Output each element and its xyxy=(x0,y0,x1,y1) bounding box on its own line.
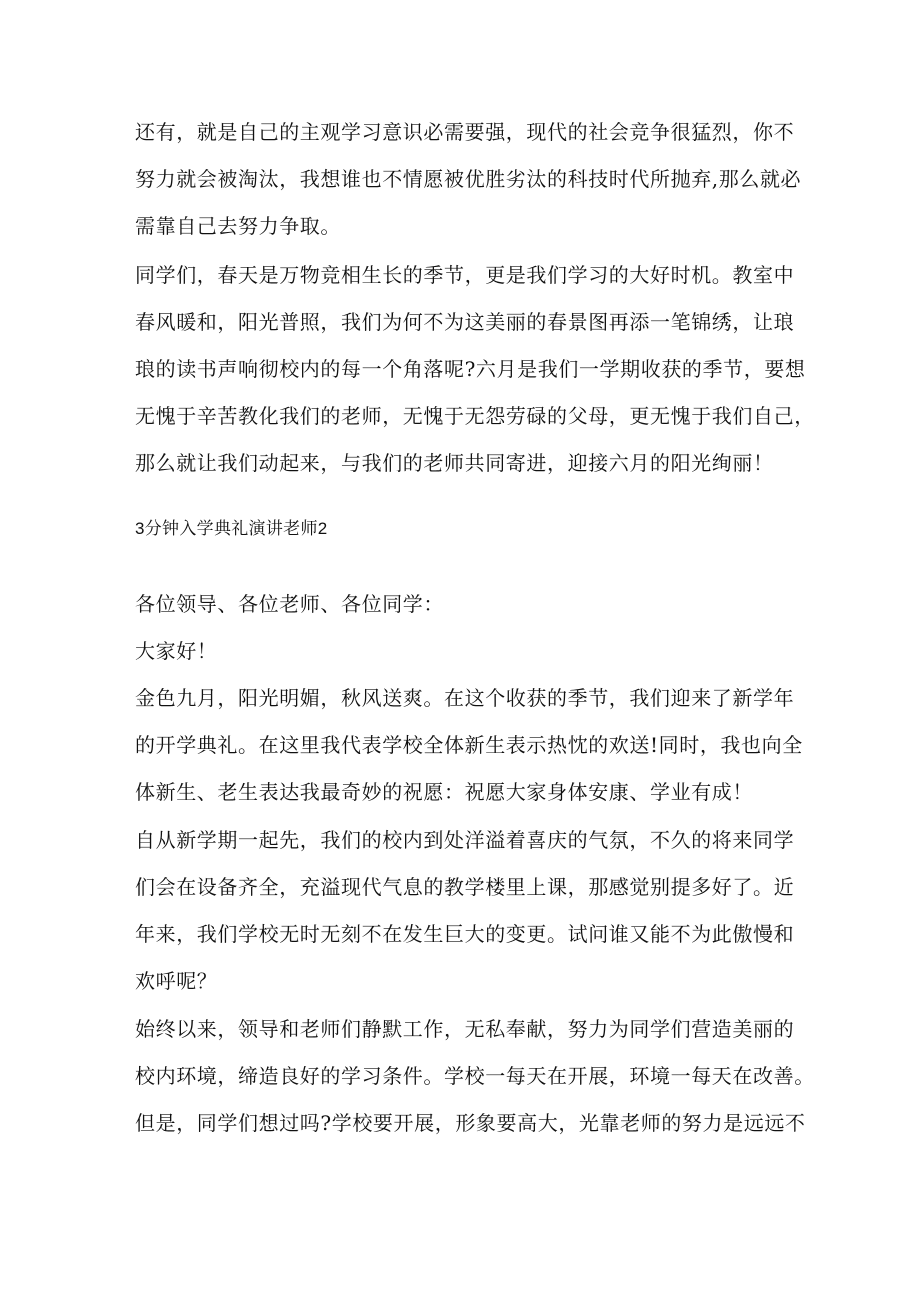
text-line: 琅的读书声响彻校内的每一个角落呢?六月是我们一学期收获的季节，要想 xyxy=(135,357,806,381)
text-line: 同学们，春天是万物竞相生长的季节，更是我们学习的大好时机。教室中 xyxy=(135,263,795,287)
text-line: 努力就会被淘汰，我想谁也不情愿被优胜劣汰的科技时代所抛弃,那么就必 xyxy=(135,167,802,191)
text-line: 还有，就是自己的主观学习意识必需要强，现代的社会竞争很猛烈，你不 xyxy=(135,120,795,144)
text-line: 们会在设备齐全，充溢现代气息的教学楼里上课，那感觉别提多好了。近 xyxy=(135,875,795,899)
paragraph xyxy=(135,817,800,1005)
paragraph xyxy=(135,109,800,250)
text-line: 年来，我们学校无时无刻不在发生巨大的变更。试问谁又能不为此傲慢和 xyxy=(135,922,795,946)
text-line: 欢呼呢？ xyxy=(135,969,218,993)
text-line: 体新生、老生表达我最奇妙的祝愿：祝愿大家身体安康、学业有成！ xyxy=(135,780,753,804)
text-line: 的开学典礼。在这里我代表学校全体新生表示热忱的欢送!同时，我也向全 xyxy=(135,733,803,757)
paragraph xyxy=(135,628,800,675)
text-line: 需靠自己去努力争取。 xyxy=(135,214,341,238)
text-line: 大家好！ xyxy=(135,639,218,663)
text-line: 无愧于辛苦教化我们的老师，无愧于无怨劳碌的父母，更无愧于我们自己， xyxy=(135,404,815,428)
text-line: 自从新学期一起先，我们的校内到处洋溢着喜庆的气氛，不久的将来同学 xyxy=(135,828,795,852)
section-heading: 3分钟入学典礼演讲老师2 xyxy=(135,519,328,538)
paragraph xyxy=(135,581,800,628)
text-line: 始终以来，领导和老师们静默工作，无私奉献，努力为同学们营造美丽的 xyxy=(135,1017,795,1041)
text-line: 春风暖和，阳光普照，我们为何不为这美丽的春景图再添一笔锦绣，让琅 xyxy=(135,310,795,334)
paragraph xyxy=(135,252,815,487)
text-line: 那么就让我们动起来，与我们的老师共同寄进，迎接六月的阳光绚丽！ xyxy=(135,451,774,475)
text-line: 校内环境，缔造良好的学习条件。学校一每天在开展，环境一每天在改善。 xyxy=(135,1064,815,1088)
text-line: 各位领导、各位老师、各位同学： xyxy=(135,592,444,616)
text-line: 金色九月，阳光明媚，秋风送爽。在这个收获的季节，我们迎来了新学年 xyxy=(135,686,795,710)
text-line: 但是，同学们想过吗?学校要开展，形象要高大，光靠老师的努力是远远不 xyxy=(135,1111,806,1135)
paragraph xyxy=(135,1006,815,1147)
paragraph xyxy=(135,675,803,816)
